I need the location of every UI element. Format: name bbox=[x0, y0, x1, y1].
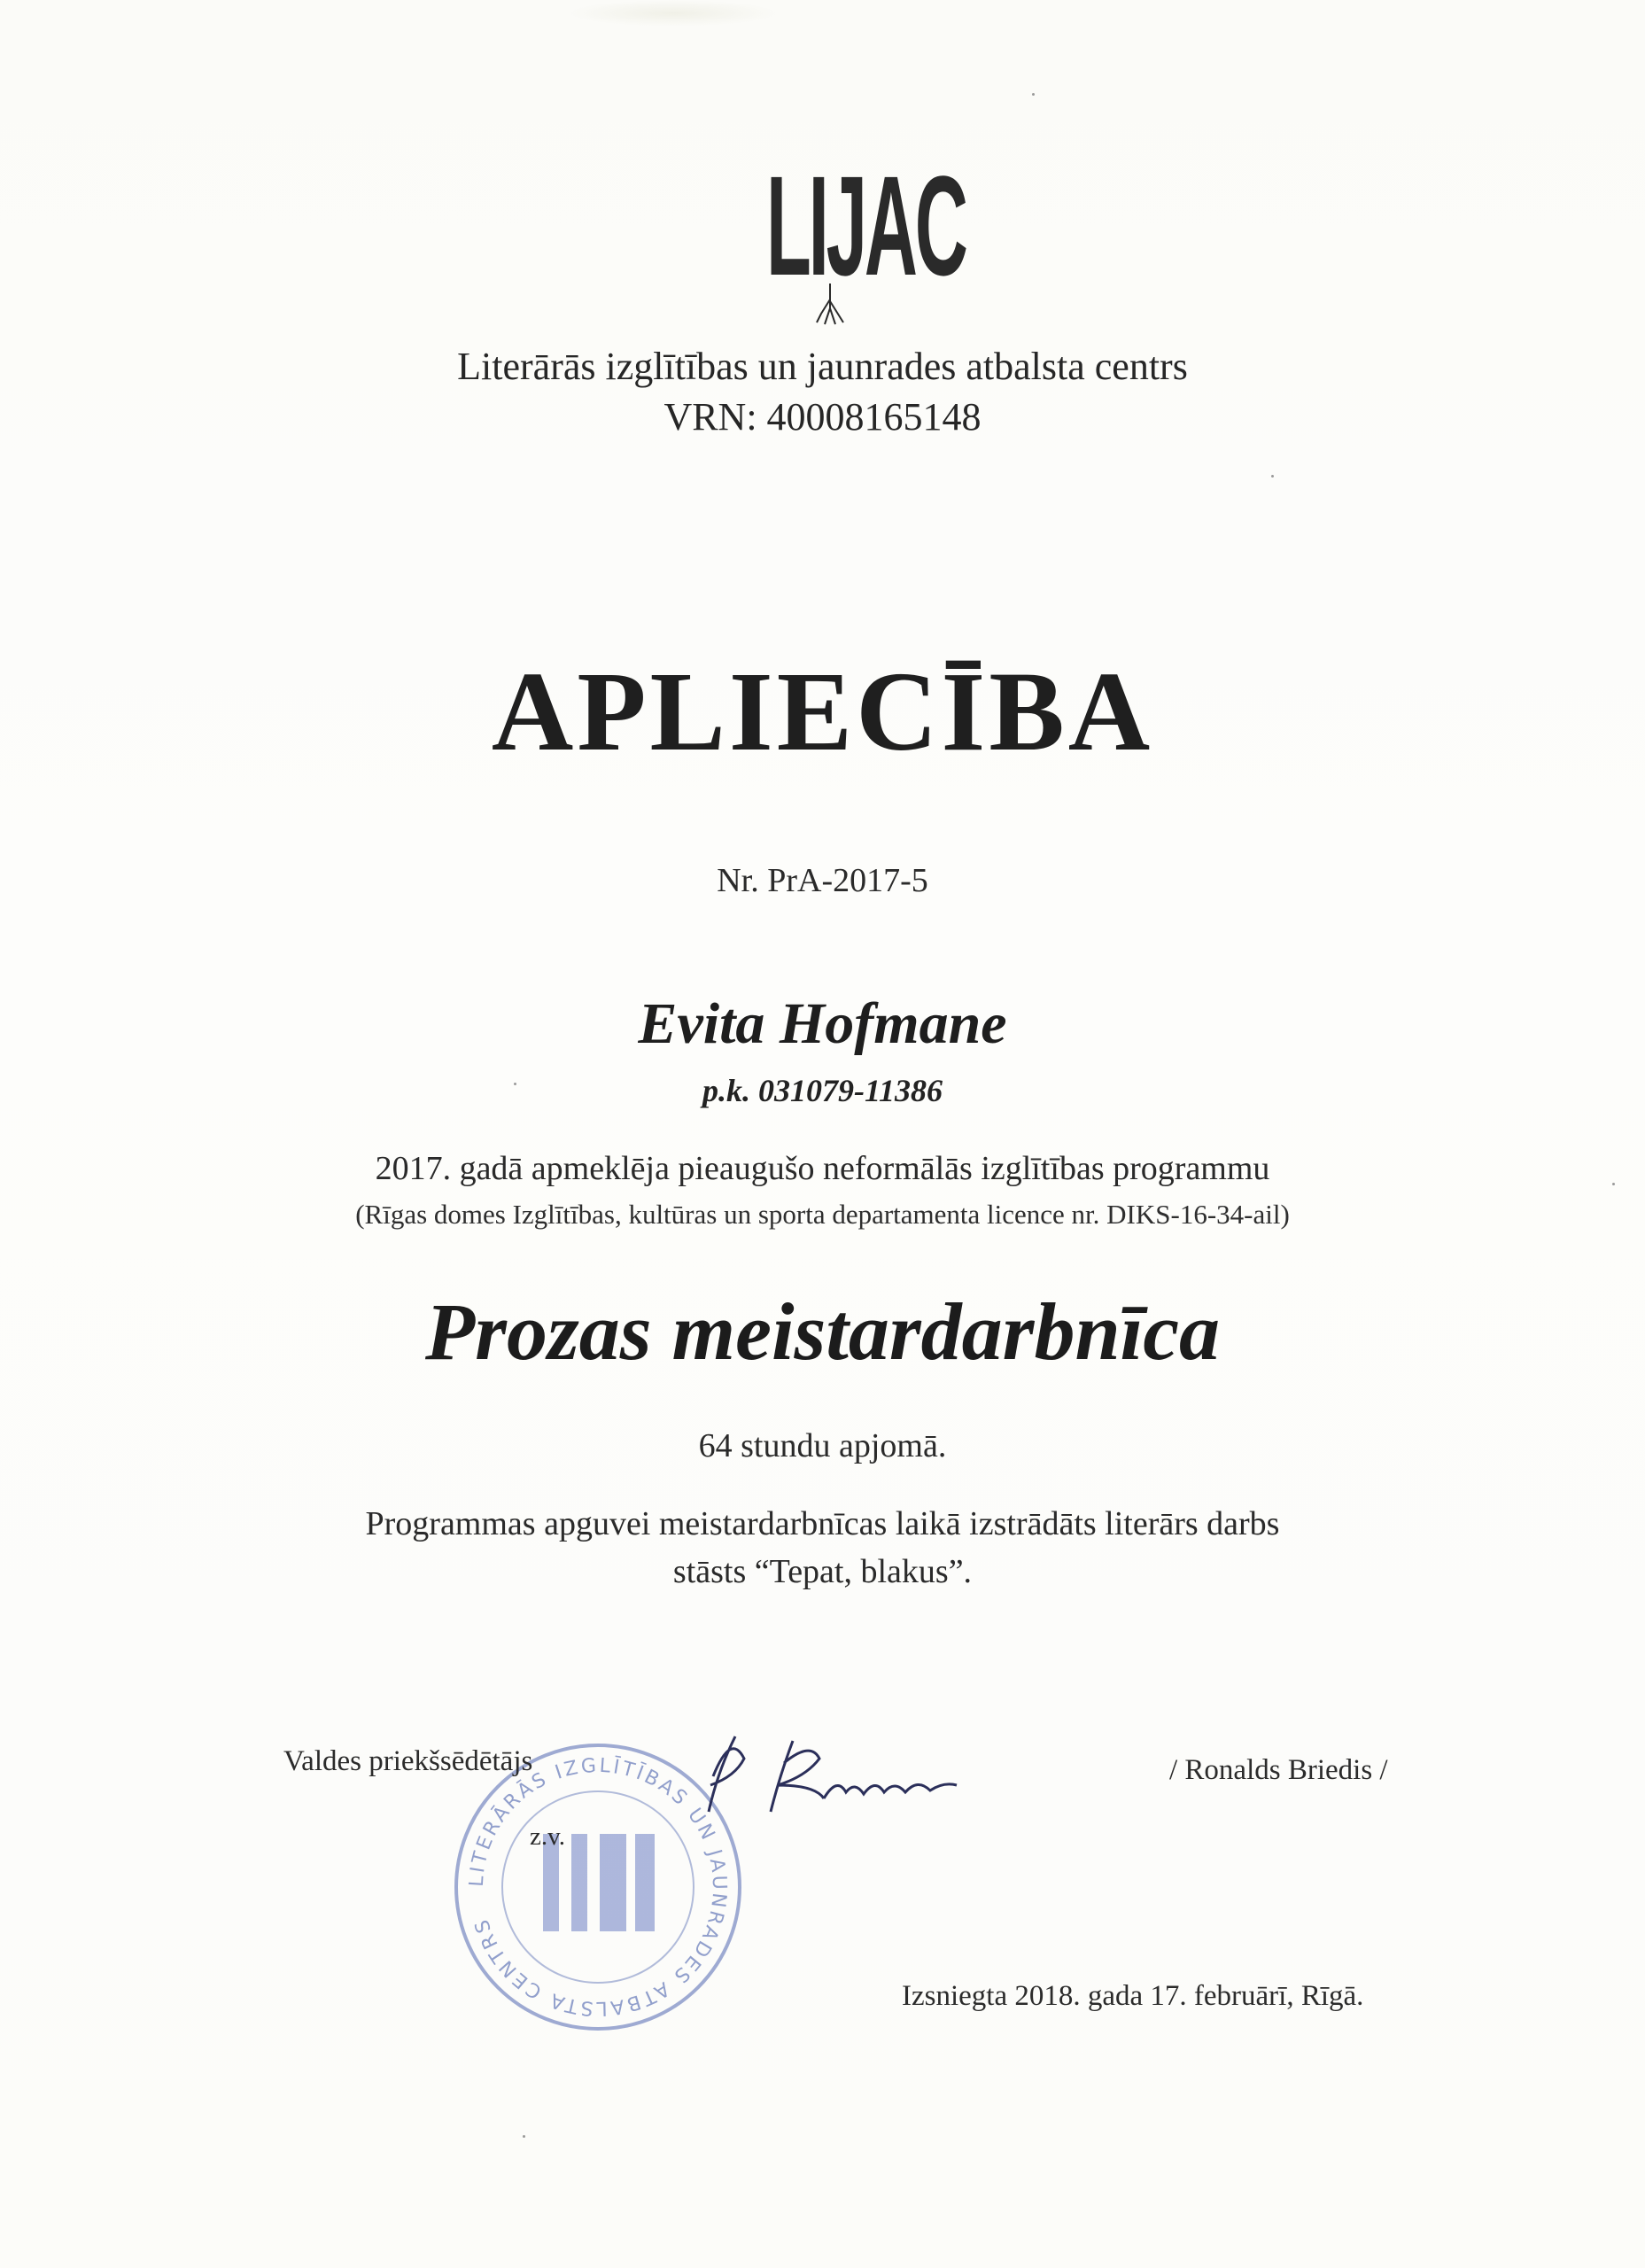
organization-name: Literārās izglītības un jaunrades atbalsta centrs bbox=[457, 345, 1188, 388]
license-text: (Rīgas domes Izglītības, kultūras un sporta departamenta licence nr. DIKS-16-34-ail) bbox=[355, 1199, 1290, 1230]
work-text-line2: stāsts “Tepat, blakus”. bbox=[672, 1553, 973, 1590]
stamp-text: LITERĀRĀS IZGLĪTĪBAS UN JAUNRADES ATBALSTA CENTRS bbox=[465, 1754, 731, 2020]
document-title: APLIECĪBA bbox=[491, 649, 1154, 774]
organization-vrn: VRN: 40008165148 bbox=[663, 395, 982, 439]
scan-speck bbox=[1612, 1183, 1615, 1185]
program-title: Prozas meistardarbnīca bbox=[424, 1286, 1221, 1377]
recipient-personal-code: p.k. 031079-11386 bbox=[702, 1073, 943, 1108]
recipient-name: Evita Hofmane bbox=[638, 991, 1007, 1056]
scan-speck bbox=[1032, 93, 1035, 96]
scan-speck bbox=[514, 1083, 516, 1085]
logo-text: LIJAC bbox=[766, 146, 966, 305]
document-number: Nr. PrA-2017-5 bbox=[717, 862, 928, 899]
work-text-line1: Programmas apguvei meistardarbnīcas laikā izstrādāts literārs darbs bbox=[365, 1505, 1280, 1542]
attended-text: 2017. gadā apmeklēja pieaugušo neformālās izglītības programmu bbox=[375, 1150, 1270, 1187]
scan-speck bbox=[1271, 475, 1274, 478]
hours-text: 64 stundu apjomā. bbox=[698, 1427, 947, 1464]
issued-date: Izsniegta 2018. gada 17. februārī, Rīgā. bbox=[902, 1980, 1364, 2012]
tree-roots-icon bbox=[812, 284, 848, 328]
stamp-zv-label: z.v. bbox=[530, 1822, 565, 1851]
lijac-logo bbox=[766, 146, 979, 337]
signature-role: Valdes priekšsēdētājs bbox=[283, 1745, 533, 1777]
handwritten-signature bbox=[673, 1723, 1045, 1829]
signatory-name: / Ronalds Briedis / bbox=[1169, 1754, 1388, 1786]
scan-speck bbox=[523, 2135, 525, 2138]
